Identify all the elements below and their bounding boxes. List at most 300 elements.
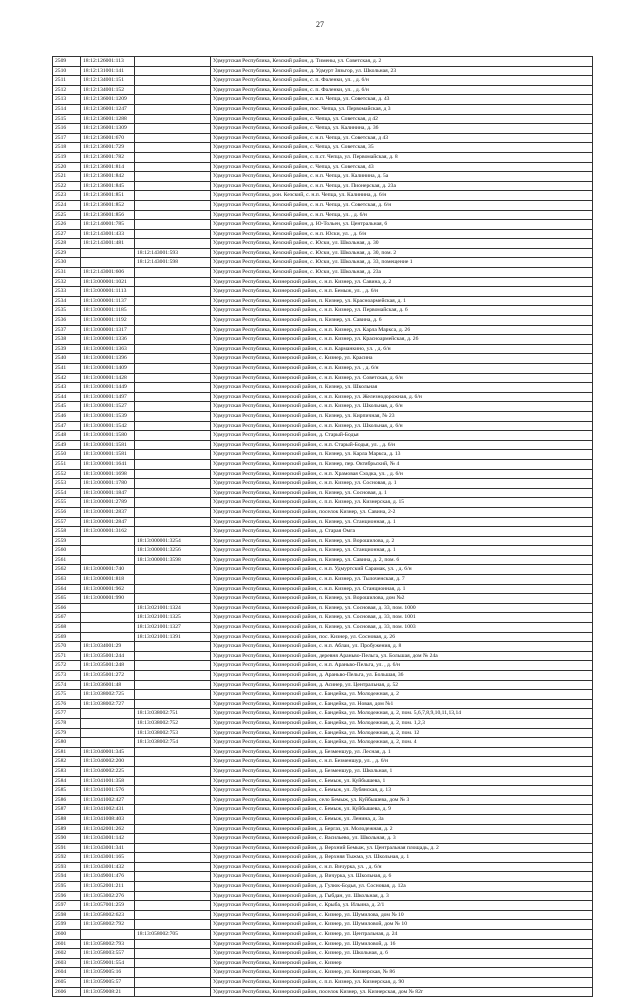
address-cell: Удмуртская Республика, Кизнерский район, поселок Кизнер, ул. Савина, 2-2 bbox=[211, 507, 593, 517]
row-number-cell: 2520 bbox=[53, 162, 81, 172]
row-number-cell: 2595 bbox=[53, 882, 81, 892]
address-cell: Удмуртская Республика, Кезский район, с. Юски, ул. Школьная, д. 30 bbox=[211, 239, 593, 249]
premises-cadastral-number-cell bbox=[135, 57, 211, 67]
row-number-cell: 2516 bbox=[53, 124, 81, 134]
row-number-cell: 2512 bbox=[53, 85, 81, 95]
address-cell: Удмуртская Республика, Кизнерский район, п. Кизнер, ул. Сосновая, д. 33, пом. 1000 bbox=[211, 603, 593, 613]
table-row bbox=[53, 651, 593, 661]
address-cell: Удмуртская Республика, Кизнерский район, село Бемыж, ул. Куйбышева, дом № 3 bbox=[211, 795, 593, 805]
address-cell: Удмуртская Республика, Кизнерский район, с. н.п. Кизнер, ул. Школьная, д. 6/н bbox=[211, 421, 593, 431]
table-row bbox=[53, 469, 593, 479]
page-number: 27 bbox=[316, 20, 324, 29]
address-cell: Удмуртская Республика, Кезский район, с. н.п. Чепца, ул. , д. 6/н bbox=[211, 210, 593, 220]
land-cadastral-number-cell: 18:13:036001:48 bbox=[81, 680, 135, 690]
land-cadastral-number-cell: 18:13:035001:248 bbox=[81, 661, 135, 671]
premises-cadastral-number-cell bbox=[135, 920, 211, 930]
table-row bbox=[53, 459, 593, 469]
land-cadastral-number-cell: 18:13:049001:476 bbox=[81, 872, 135, 882]
premises-cadastral-number-cell: 18:13:000001:3598 bbox=[135, 555, 211, 565]
address-cell: Удмуртская Республика, Кизнерский район, п. Кизнер, ул. Красноармейская, д. 1 bbox=[211, 296, 593, 306]
address-cell: Удмуртская Республика, Кизнерский район, п. Кизнер, ул. Сосновая, д. 33, пом. 1003 bbox=[211, 623, 593, 633]
land-cadastral-number-cell: 18:13:040002:225 bbox=[81, 766, 135, 776]
row-number-cell: 2532 bbox=[53, 277, 81, 287]
land-cadastral-number-cell: 18:12:143001:433 bbox=[81, 229, 135, 239]
premises-cadastral-number-cell bbox=[135, 200, 211, 210]
table-row bbox=[53, 191, 593, 201]
land-cadastral-number-cell: 18:13:053002:276 bbox=[81, 891, 135, 901]
land-cadastral-number-cell bbox=[81, 555, 135, 565]
table-row bbox=[53, 632, 593, 642]
premises-cadastral-number-cell bbox=[135, 220, 211, 230]
land-cadastral-number-cell: 18:12:136001:1309 bbox=[81, 124, 135, 134]
premises-cadastral-number-cell bbox=[135, 690, 211, 700]
address-cell: Удмуртская Республика, Кизнерский район, с. н.п. Удмуртский Сарамак, ул. , д. 6/н bbox=[211, 565, 593, 575]
address-cell: Удмуртская Республика, Кезский район, пос. Чепца, ул. Первомайская, д 3 bbox=[211, 104, 593, 114]
table-row bbox=[53, 402, 593, 412]
land-cadastral-number-cell: 18:13:043001:142 bbox=[81, 834, 135, 844]
address-cell: Удмуртская Республика, Кезский район, д. Тимены, ул. Советская, д. 2 bbox=[211, 57, 593, 67]
land-cadastral-number-cell: 18:13:000001:818 bbox=[81, 575, 135, 585]
address-cell: Удмуртская Республика, Кизнерский район, п. Кизнер, ул. Школьная bbox=[211, 383, 593, 393]
premises-cadastral-number-cell bbox=[135, 66, 211, 76]
row-number-cell: 2591 bbox=[53, 843, 81, 853]
premises-cadastral-number-cell bbox=[135, 172, 211, 182]
land-cadastral-number-cell: 18:13:041001:576 bbox=[81, 786, 135, 796]
land-cadastral-number-cell: 18:13:059001:554 bbox=[81, 958, 135, 968]
land-cadastral-number-cell: 18:13:000001:1113 bbox=[81, 287, 135, 297]
row-number-cell: 2529 bbox=[53, 248, 81, 258]
row-number-cell: 2515 bbox=[53, 114, 81, 124]
row-number-cell: 2538 bbox=[53, 335, 81, 345]
table-row bbox=[53, 104, 593, 114]
address-cell: Удмуртская Республика, Кезский район, с. п. Фаленки, ул. , д. 6/н bbox=[211, 76, 593, 86]
row-number-cell: 2522 bbox=[53, 181, 81, 191]
table-row bbox=[53, 517, 593, 527]
premises-cadastral-number-cell bbox=[135, 814, 211, 824]
premises-cadastral-number-cell bbox=[135, 431, 211, 441]
land-cadastral-number-cell: 18:13:034001:29 bbox=[81, 642, 135, 652]
premises-cadastral-number-cell: 18:13:000001:3254 bbox=[135, 536, 211, 546]
table-row bbox=[53, 546, 593, 556]
land-cadastral-number-cell bbox=[81, 632, 135, 642]
land-cadastral-number-cell: 18:13:000001:1539 bbox=[81, 411, 135, 421]
row-number-cell: 2550 bbox=[53, 450, 81, 460]
premises-cadastral-number-cell bbox=[135, 949, 211, 959]
premises-cadastral-number-cell bbox=[135, 421, 211, 431]
table-row bbox=[53, 143, 593, 153]
table-row bbox=[53, 373, 593, 383]
premises-cadastral-number-cell bbox=[135, 459, 211, 469]
table-row bbox=[53, 306, 593, 316]
premises-cadastral-number-cell bbox=[135, 296, 211, 306]
land-cadastral-number-cell: 18:12:136001:842 bbox=[81, 172, 135, 182]
row-number-cell: 2606 bbox=[53, 987, 81, 997]
row-number-cell: 2561 bbox=[53, 555, 81, 565]
table-row bbox=[53, 709, 593, 719]
row-number-cell: 2526 bbox=[53, 220, 81, 230]
table-row bbox=[53, 152, 593, 162]
table-row bbox=[53, 488, 593, 498]
row-number-cell: 2546 bbox=[53, 411, 81, 421]
land-cadastral-number-cell: 18:13:000001:1363 bbox=[81, 344, 135, 354]
land-cadastral-number-cell: 18:12:136001:845 bbox=[81, 181, 135, 191]
address-cell: Удмуртская Республика, Кизнерский район, с. Бандейка, ул. Молодежная, д. 2, пом. 1,2,3 bbox=[211, 718, 593, 728]
table-row bbox=[53, 364, 593, 374]
land-cadastral-number-cell bbox=[81, 709, 135, 719]
premises-cadastral-number-cell bbox=[135, 364, 211, 374]
table-row bbox=[53, 85, 593, 95]
row-number-cell: 2603 bbox=[53, 958, 81, 968]
row-number-cell: 2578 bbox=[53, 718, 81, 728]
address-cell: Удмуртская Республика, Кизнерский район, поселок Кизнер, ул. Кизнерская, дом № 82г bbox=[211, 987, 593, 997]
address-cell: Удмуртская Республика, Кизнерский район, п. Кизнер, ул. Станционная, д. 1 bbox=[211, 517, 593, 527]
row-number-cell: 2541 bbox=[53, 364, 81, 374]
premises-cadastral-number-cell bbox=[135, 85, 211, 95]
row-number-cell: 2570 bbox=[53, 642, 81, 652]
premises-cadastral-number-cell bbox=[135, 152, 211, 162]
premises-cadastral-number-cell bbox=[135, 335, 211, 345]
table-row bbox=[53, 565, 593, 575]
premises-cadastral-number-cell bbox=[135, 114, 211, 124]
row-number-cell: 2575 bbox=[53, 690, 81, 700]
address-cell: Удмуртская Республика, Кизнерский район, с. Бемыж, ул. Куйбышева, 1 bbox=[211, 776, 593, 786]
premises-cadastral-number-cell bbox=[135, 95, 211, 105]
row-number-cell: 2582 bbox=[53, 757, 81, 767]
row-number-cell: 2602 bbox=[53, 949, 81, 959]
land-cadastral-number-cell: 18:13:041002:427 bbox=[81, 795, 135, 805]
land-cadastral-number-cell: 18:13:041002:431 bbox=[81, 805, 135, 815]
land-cadastral-number-cell: 18:12:134001:152 bbox=[81, 85, 135, 95]
row-number-cell: 2513 bbox=[53, 95, 81, 105]
address-cell: Удмуртская Республика, Кизнерский район, с. Кизнер, ул. Шумилова, дом № 10 bbox=[211, 910, 593, 920]
premises-cadastral-number-cell bbox=[135, 766, 211, 776]
premises-cadastral-number-cell: 18:13:038002:751 bbox=[135, 709, 211, 719]
premises-cadastral-number-cell bbox=[135, 805, 211, 815]
address-cell: Удмуртская Республика, Кизнерский район, с. н.п. Кизнер, ул. Станционная, д. 1 bbox=[211, 584, 593, 594]
land-cadastral-number-cell bbox=[81, 930, 135, 940]
premises-cadastral-number-cell bbox=[135, 344, 211, 354]
land-cadastral-number-cell: 18:13:000001:2837 bbox=[81, 507, 135, 517]
row-number-cell: 2597 bbox=[53, 901, 81, 911]
land-cadastral-number-cell: 18:13:000001:1581 bbox=[81, 450, 135, 460]
table-row bbox=[53, 958, 593, 968]
table-row bbox=[53, 699, 593, 709]
land-cadastral-number-cell: 18:12:136001:670 bbox=[81, 133, 135, 143]
row-number-cell: 2521 bbox=[53, 172, 81, 182]
premises-cadastral-number-cell: 18:13:021001:1325 bbox=[135, 613, 211, 623]
address-cell: Удмуртская Республика, Кезский район, с. н.п. Чепца, ул. Советская, д. 43 bbox=[211, 95, 593, 105]
address-cell: Удмуртская Республика, Кизнерский район, с. Бандейка, ул. Молодежная, д. 2 bbox=[211, 690, 593, 700]
table-row bbox=[53, 834, 593, 844]
land-cadastral-number-cell: 18:13:000001:1581 bbox=[81, 440, 135, 450]
row-number-cell: 2518 bbox=[53, 143, 81, 153]
table-row bbox=[53, 623, 593, 633]
address-cell: Удмуртская Республика, Кизнерский район, с. Бандейка, ул. Новая, дом №1 bbox=[211, 699, 593, 709]
land-cadastral-number-cell: 18:13:035001:244 bbox=[81, 651, 135, 661]
address-cell: Удмуртская Республика, Кезский район, с. п.ст. Чепца, ул. Первомайская, д. 8 bbox=[211, 152, 593, 162]
row-number-cell: 2533 bbox=[53, 287, 81, 297]
address-cell: Удмуртская Республика, Кизнерский район, д. Старая Омга bbox=[211, 527, 593, 537]
premises-cadastral-number-cell bbox=[135, 661, 211, 671]
row-number-cell: 2543 bbox=[53, 383, 81, 393]
table-row bbox=[53, 287, 593, 297]
table-row bbox=[53, 786, 593, 796]
address-cell: Удмуртская Республика, Кизнерский район, с. н.п. Бемыж, ул. , д. 6/н bbox=[211, 287, 593, 297]
land-cadastral-number-cell: 18:13:000001:1336 bbox=[81, 335, 135, 345]
land-cadastral-number-cell: 18:13:043001:165 bbox=[81, 853, 135, 863]
table-row bbox=[53, 901, 593, 911]
land-cadastral-number-cell: 18:13:038002:725 bbox=[81, 690, 135, 700]
row-number-cell: 2580 bbox=[53, 738, 81, 748]
premises-cadastral-number-cell bbox=[135, 450, 211, 460]
table-row bbox=[53, 910, 593, 920]
land-cadastral-number-cell: 18:13:000001:2847 bbox=[81, 517, 135, 527]
premises-cadastral-number-cell: 18:12:143001:593 bbox=[135, 248, 211, 258]
address-cell: Удмуртская Республика, Кизнерский район, п. Кизнер, ул. Карла Маркса, д. 13 bbox=[211, 450, 593, 460]
land-cadastral-number-cell: 18:13:041001:358 bbox=[81, 776, 135, 786]
premises-cadastral-number-cell bbox=[135, 872, 211, 882]
row-number-cell: 2600 bbox=[53, 930, 81, 940]
address-cell: Удмуртская Республика, Кизнерский район, с. н.п. Араньво-Пельга, ул. , д. 6/н bbox=[211, 661, 593, 671]
premises-cadastral-number-cell bbox=[135, 268, 211, 278]
table-row bbox=[53, 757, 593, 767]
row-number-cell: 2565 bbox=[53, 594, 81, 604]
table-row bbox=[53, 939, 593, 949]
land-cadastral-number-cell: 18:13:000001:1185 bbox=[81, 306, 135, 316]
row-number-cell: 2544 bbox=[53, 392, 81, 402]
premises-cadastral-number-cell bbox=[135, 575, 211, 585]
premises-cadastral-number-cell: 18:13:038002:753 bbox=[135, 728, 211, 738]
address-cell: Удмуртская Республика, Кизнерский район, д. Старый-Бодья bbox=[211, 431, 593, 441]
land-cadastral-number-cell bbox=[81, 603, 135, 613]
address-cell: Удмуртская Республика, Кизнерский район, с. н.п. Старый-Бодья, ул. , д. 6/н bbox=[211, 440, 593, 450]
land-cadastral-number-cell: 18:12:134001:151 bbox=[81, 76, 135, 86]
address-cell: Удмуртская Республика, Кизнерский район, с. н.п. Кизнер, ул. Железнодорожная, д. 6/н bbox=[211, 392, 593, 402]
address-cell: Удмуртская Республика, Кизнерский район, с. н.п. Храмовая Сходка, ул. , д. 6/н bbox=[211, 469, 593, 479]
row-number-cell: 2553 bbox=[53, 479, 81, 489]
table-row bbox=[53, 421, 593, 431]
table-row bbox=[53, 680, 593, 690]
land-cadastral-number-cell: 18:13:058002:792 bbox=[81, 920, 135, 930]
address-cell: Удмуртская Республика, Кизнерский район, д. Гулюк-Бодья, ул. Сосновая, д. 12а bbox=[211, 882, 593, 892]
table-row bbox=[53, 239, 593, 249]
premises-cadastral-number-cell: 18:13:021001:1327 bbox=[135, 623, 211, 633]
table-row bbox=[53, 766, 593, 776]
register-table-body bbox=[53, 57, 593, 997]
address-cell: Удмуртская Республика, Кизнерский район, с. п.п. Кизнер, ул. Кизнерская, д. 15 bbox=[211, 498, 593, 508]
address-cell: Удмуртская Республика, Кезский район, с. н.п. Чепца, ул. Советская, д 43 bbox=[211, 133, 593, 143]
table-row bbox=[53, 498, 593, 508]
row-number-cell: 2573 bbox=[53, 671, 81, 681]
address-cell: Удмуртская Республика, Кизнерский район, п. Кизнер, ул. Савина, д. 2, пом. 6 bbox=[211, 555, 593, 565]
land-cadastral-number-cell: 18:13:058002:793 bbox=[81, 939, 135, 949]
address-cell: Удмуртская Республика, Кезский район, с. Чепца, ул. Советская, 43 bbox=[211, 162, 593, 172]
address-cell: Удмуртская Республика, Кизнерский район, д. Асинер, ул. Центральная, д. 52 bbox=[211, 680, 593, 690]
table-row bbox=[53, 584, 593, 594]
row-number-cell: 2519 bbox=[53, 152, 81, 162]
land-cadastral-number-cell: 18:13:040001:345 bbox=[81, 747, 135, 757]
table-row bbox=[53, 987, 593, 997]
address-cell: Удмуртская Республика, Кизнерский район, д. Гыбдан, ул. Школьная, д. 3 bbox=[211, 891, 593, 901]
land-cadastral-number-cell: 18:13:000001:1317 bbox=[81, 325, 135, 335]
premises-cadastral-number-cell bbox=[135, 527, 211, 537]
land-cadastral-number-cell: 18:13:000001:1021 bbox=[81, 277, 135, 287]
premises-cadastral-number-cell bbox=[135, 651, 211, 661]
premises-cadastral-number-cell: 18:13:058002:705 bbox=[135, 930, 211, 940]
row-number-cell: 2552 bbox=[53, 469, 81, 479]
premises-cadastral-number-cell bbox=[135, 843, 211, 853]
row-number-cell: 2563 bbox=[53, 575, 81, 585]
table-row bbox=[53, 124, 593, 134]
row-number-cell: 2527 bbox=[53, 229, 81, 239]
address-cell: Удмуртская Республика, Кизнерский район, д. Бергаз, ул. Молодежная, д. 2 bbox=[211, 824, 593, 834]
table-row bbox=[53, 738, 593, 748]
table-row bbox=[53, 853, 593, 863]
land-cadastral-number-cell: 18:12:140001:785 bbox=[81, 220, 135, 230]
premises-cadastral-number-cell bbox=[135, 642, 211, 652]
land-cadastral-number-cell bbox=[81, 623, 135, 633]
row-number-cell: 2592 bbox=[53, 853, 81, 863]
address-cell: Удмуртская Республика, Кизнерский район, с. н.п. Кизнер, ул. Первомайская, д. 6 bbox=[211, 306, 593, 316]
table-row bbox=[53, 57, 593, 67]
land-cadastral-number-cell: 18:13:038002:727 bbox=[81, 699, 135, 709]
land-cadastral-number-cell: 18:12:136001:1247 bbox=[81, 104, 135, 114]
address-cell: Удмуртская Республика, Кизнерский район, с. Кизнер, ул. Школьная, д. 6 bbox=[211, 949, 593, 959]
address-cell: Удмуртская Республика, Кизнерский район, с. Бемыж, ул. Лубянская, д. 13 bbox=[211, 786, 593, 796]
address-cell: Удмуртская Республика, Кезский район, с. п. Фаленки, ул. , д. 6/н bbox=[211, 85, 593, 95]
table-row bbox=[53, 776, 593, 786]
address-cell: Удмуртская Республика, Кизнерский район, д. Вичурка, ул. Школьная, д. 6 bbox=[211, 872, 593, 882]
table-row bbox=[53, 172, 593, 182]
row-number-cell: 2593 bbox=[53, 862, 81, 872]
row-number-cell: 2540 bbox=[53, 354, 81, 364]
table-row bbox=[53, 882, 593, 892]
land-cadastral-number-cell: 18:12:126001:113 bbox=[81, 57, 135, 67]
land-cadastral-number-cell: 18:13:000001:962 bbox=[81, 584, 135, 594]
premises-cadastral-number-cell bbox=[135, 834, 211, 844]
premises-cadastral-number-cell bbox=[135, 76, 211, 86]
row-number-cell: 2535 bbox=[53, 306, 81, 316]
table-row bbox=[53, 843, 593, 853]
address-cell: Удмуртская Республика, Кизнерский район, с. Кизнер, ул. Центральная, д. 24 bbox=[211, 930, 593, 940]
land-cadastral-number-cell: 18:13:000001:1192 bbox=[81, 316, 135, 326]
land-cadastral-number-cell: 18:13:043001:341 bbox=[81, 843, 135, 853]
premises-cadastral-number-cell bbox=[135, 133, 211, 143]
land-cadastral-number-cell: 18:13:000001:1641 bbox=[81, 459, 135, 469]
land-cadastral-number-cell bbox=[81, 613, 135, 623]
row-number-cell: 2548 bbox=[53, 431, 81, 441]
land-cadastral-number-cell: 18:12:143001:481 bbox=[81, 239, 135, 249]
row-number-cell: 2531 bbox=[53, 268, 81, 278]
land-cadastral-number-cell: 18:13:000001:2789 bbox=[81, 498, 135, 508]
address-cell: Удмуртская Республика, Кезский район, с. н.п. Чепца, ул. Советская, д. 6/н bbox=[211, 200, 593, 210]
table-row bbox=[53, 718, 593, 728]
land-cadastral-number-cell: 18:13:000001:1698 bbox=[81, 469, 135, 479]
premises-cadastral-number-cell bbox=[135, 747, 211, 757]
address-cell: Удмуртская Республика, Кизнерский район, п. Кизнер, ул. Ворошилова, дом №2 bbox=[211, 594, 593, 604]
address-cell: Удмуртская Республика, Кизнерский район, с. Бандейка, ул. Молодежная, д. 2, пом. 5,6,7,8,9,10,11,13,14 bbox=[211, 709, 593, 719]
row-number-cell: 2584 bbox=[53, 776, 81, 786]
table-row bbox=[53, 968, 593, 978]
premises-cadastral-number-cell bbox=[135, 402, 211, 412]
land-cadastral-number-cell: 18:13:058002:623 bbox=[81, 910, 135, 920]
row-number-cell: 2579 bbox=[53, 728, 81, 738]
row-number-cell: 2598 bbox=[53, 910, 81, 920]
address-cell: Удмуртская Республика, Кизнерский район, п. Кизнер, ул. Станционная, д. 1 bbox=[211, 546, 593, 556]
premises-cadastral-number-cell bbox=[135, 958, 211, 968]
table-row bbox=[53, 824, 593, 834]
table-row bbox=[53, 316, 593, 326]
land-cadastral-number-cell: 18:13:000001:740 bbox=[81, 565, 135, 575]
land-cadastral-number-cell: 18:13:000001:1780 bbox=[81, 479, 135, 489]
address-cell: Удмуртская Республика, Кизнерский район, с. н.п. Аблаи, ул. Пробужения, д. 8 bbox=[211, 642, 593, 652]
land-cadastral-number-cell: 18:13:000001:1527 bbox=[81, 402, 135, 412]
premises-cadastral-number-cell bbox=[135, 488, 211, 498]
row-number-cell: 2564 bbox=[53, 584, 81, 594]
address-cell: Удмуртская Республика, Кизнерский район, с. п.п. Кизнер, ул. Кизнерская, д. 90 bbox=[211, 978, 593, 988]
address-cell: Удмуртская Республика, Кизнерский район, п. Кизнер, ул. Сосновая, д. 33, пом. 1001 bbox=[211, 613, 593, 623]
row-number-cell: 2574 bbox=[53, 680, 81, 690]
table-row bbox=[53, 95, 593, 105]
address-cell: Удмуртская Республика, Кезский район, с. н.п. Юски, ул. , д. 6/н bbox=[211, 229, 593, 239]
address-cell: Удмуртская Республика, Кизнерский район, с. н.п. Кизнер, ул. Тылоченская, д. 7 bbox=[211, 575, 593, 585]
address-cell: Удмуртская Республика, Кизнерский район, с. н.п. Кизнер, ул. Красноармейская, д. 26 bbox=[211, 335, 593, 345]
table-row bbox=[53, 440, 593, 450]
land-cadastral-number-cell: 18:12:136001:814 bbox=[81, 162, 135, 172]
table-row bbox=[53, 354, 593, 364]
land-cadastral-number-cell: 18:13:041008:403 bbox=[81, 814, 135, 824]
row-number-cell: 2523 bbox=[53, 191, 81, 201]
premises-cadastral-number-cell bbox=[135, 306, 211, 316]
land-cadastral-number-cell: 18:12:136001:729 bbox=[81, 143, 135, 153]
table-row bbox=[53, 555, 593, 565]
address-cell: Удмуртская Республика, Кизнерский район, п. Кизнер, ул. Ворошилова, д. 2 bbox=[211, 536, 593, 546]
address-cell: Удмуртская Республика, Кезский район, с. Чепца, ул. Калинина, д. 36 bbox=[211, 124, 593, 134]
address-cell: Удмуртская Республика, Кизнерский район, д. Безменшур, ул. Школьная, 1 bbox=[211, 766, 593, 776]
address-cell: Удмуртская Республика, Кизнерский район, с. Кизнер, ул. Шумиловой, д. 16 bbox=[211, 939, 593, 949]
row-number-cell: 2539 bbox=[53, 344, 81, 354]
premises-cadastral-number-cell bbox=[135, 978, 211, 988]
table-row bbox=[53, 536, 593, 546]
table-row bbox=[53, 527, 593, 537]
table-row bbox=[53, 747, 593, 757]
premises-cadastral-number-cell: 18:13:038002:752 bbox=[135, 718, 211, 728]
premises-cadastral-number-cell bbox=[135, 479, 211, 489]
address-cell: Удмуртская Республика, Кезский район, с. Чепца, ул. Советская, 35 bbox=[211, 143, 593, 153]
address-cell: Удмуртская Республика, Кизнерский район, с. Кизнер, ул. Красина bbox=[211, 354, 593, 364]
land-cadastral-number-cell: 18:13:035001:272 bbox=[81, 671, 135, 681]
table-row bbox=[53, 411, 593, 421]
address-cell: Удмуртская Республика, Кезский район, д. Удмурт Зязьгор, ул. Школьная, 23 bbox=[211, 66, 593, 76]
row-number-cell: 2559 bbox=[53, 536, 81, 546]
register-table bbox=[52, 56, 593, 997]
row-number-cell: 2537 bbox=[53, 325, 81, 335]
premises-cadastral-number-cell bbox=[135, 968, 211, 978]
row-number-cell: 2517 bbox=[53, 133, 81, 143]
land-cadastral-number-cell: 18:13:043001:432 bbox=[81, 862, 135, 872]
row-number-cell: 2551 bbox=[53, 459, 81, 469]
premises-cadastral-number-cell bbox=[135, 239, 211, 249]
premises-cadastral-number-cell bbox=[135, 104, 211, 114]
row-number-cell: 2571 bbox=[53, 651, 81, 661]
row-number-cell: 2566 bbox=[53, 603, 81, 613]
address-cell: Удмуртская Республика, Кизнерский район, с. Крыба, ул. Ильина, д. 2/1 bbox=[211, 901, 593, 911]
premises-cadastral-number-cell bbox=[135, 795, 211, 805]
table-row bbox=[53, 690, 593, 700]
address-cell: Удмуртская Республика, Кизнерский район, с. н.п. Кизнер, ул. Школьная, д. 6/н bbox=[211, 402, 593, 412]
table-row bbox=[53, 642, 593, 652]
premises-cadastral-number-cell bbox=[135, 671, 211, 681]
